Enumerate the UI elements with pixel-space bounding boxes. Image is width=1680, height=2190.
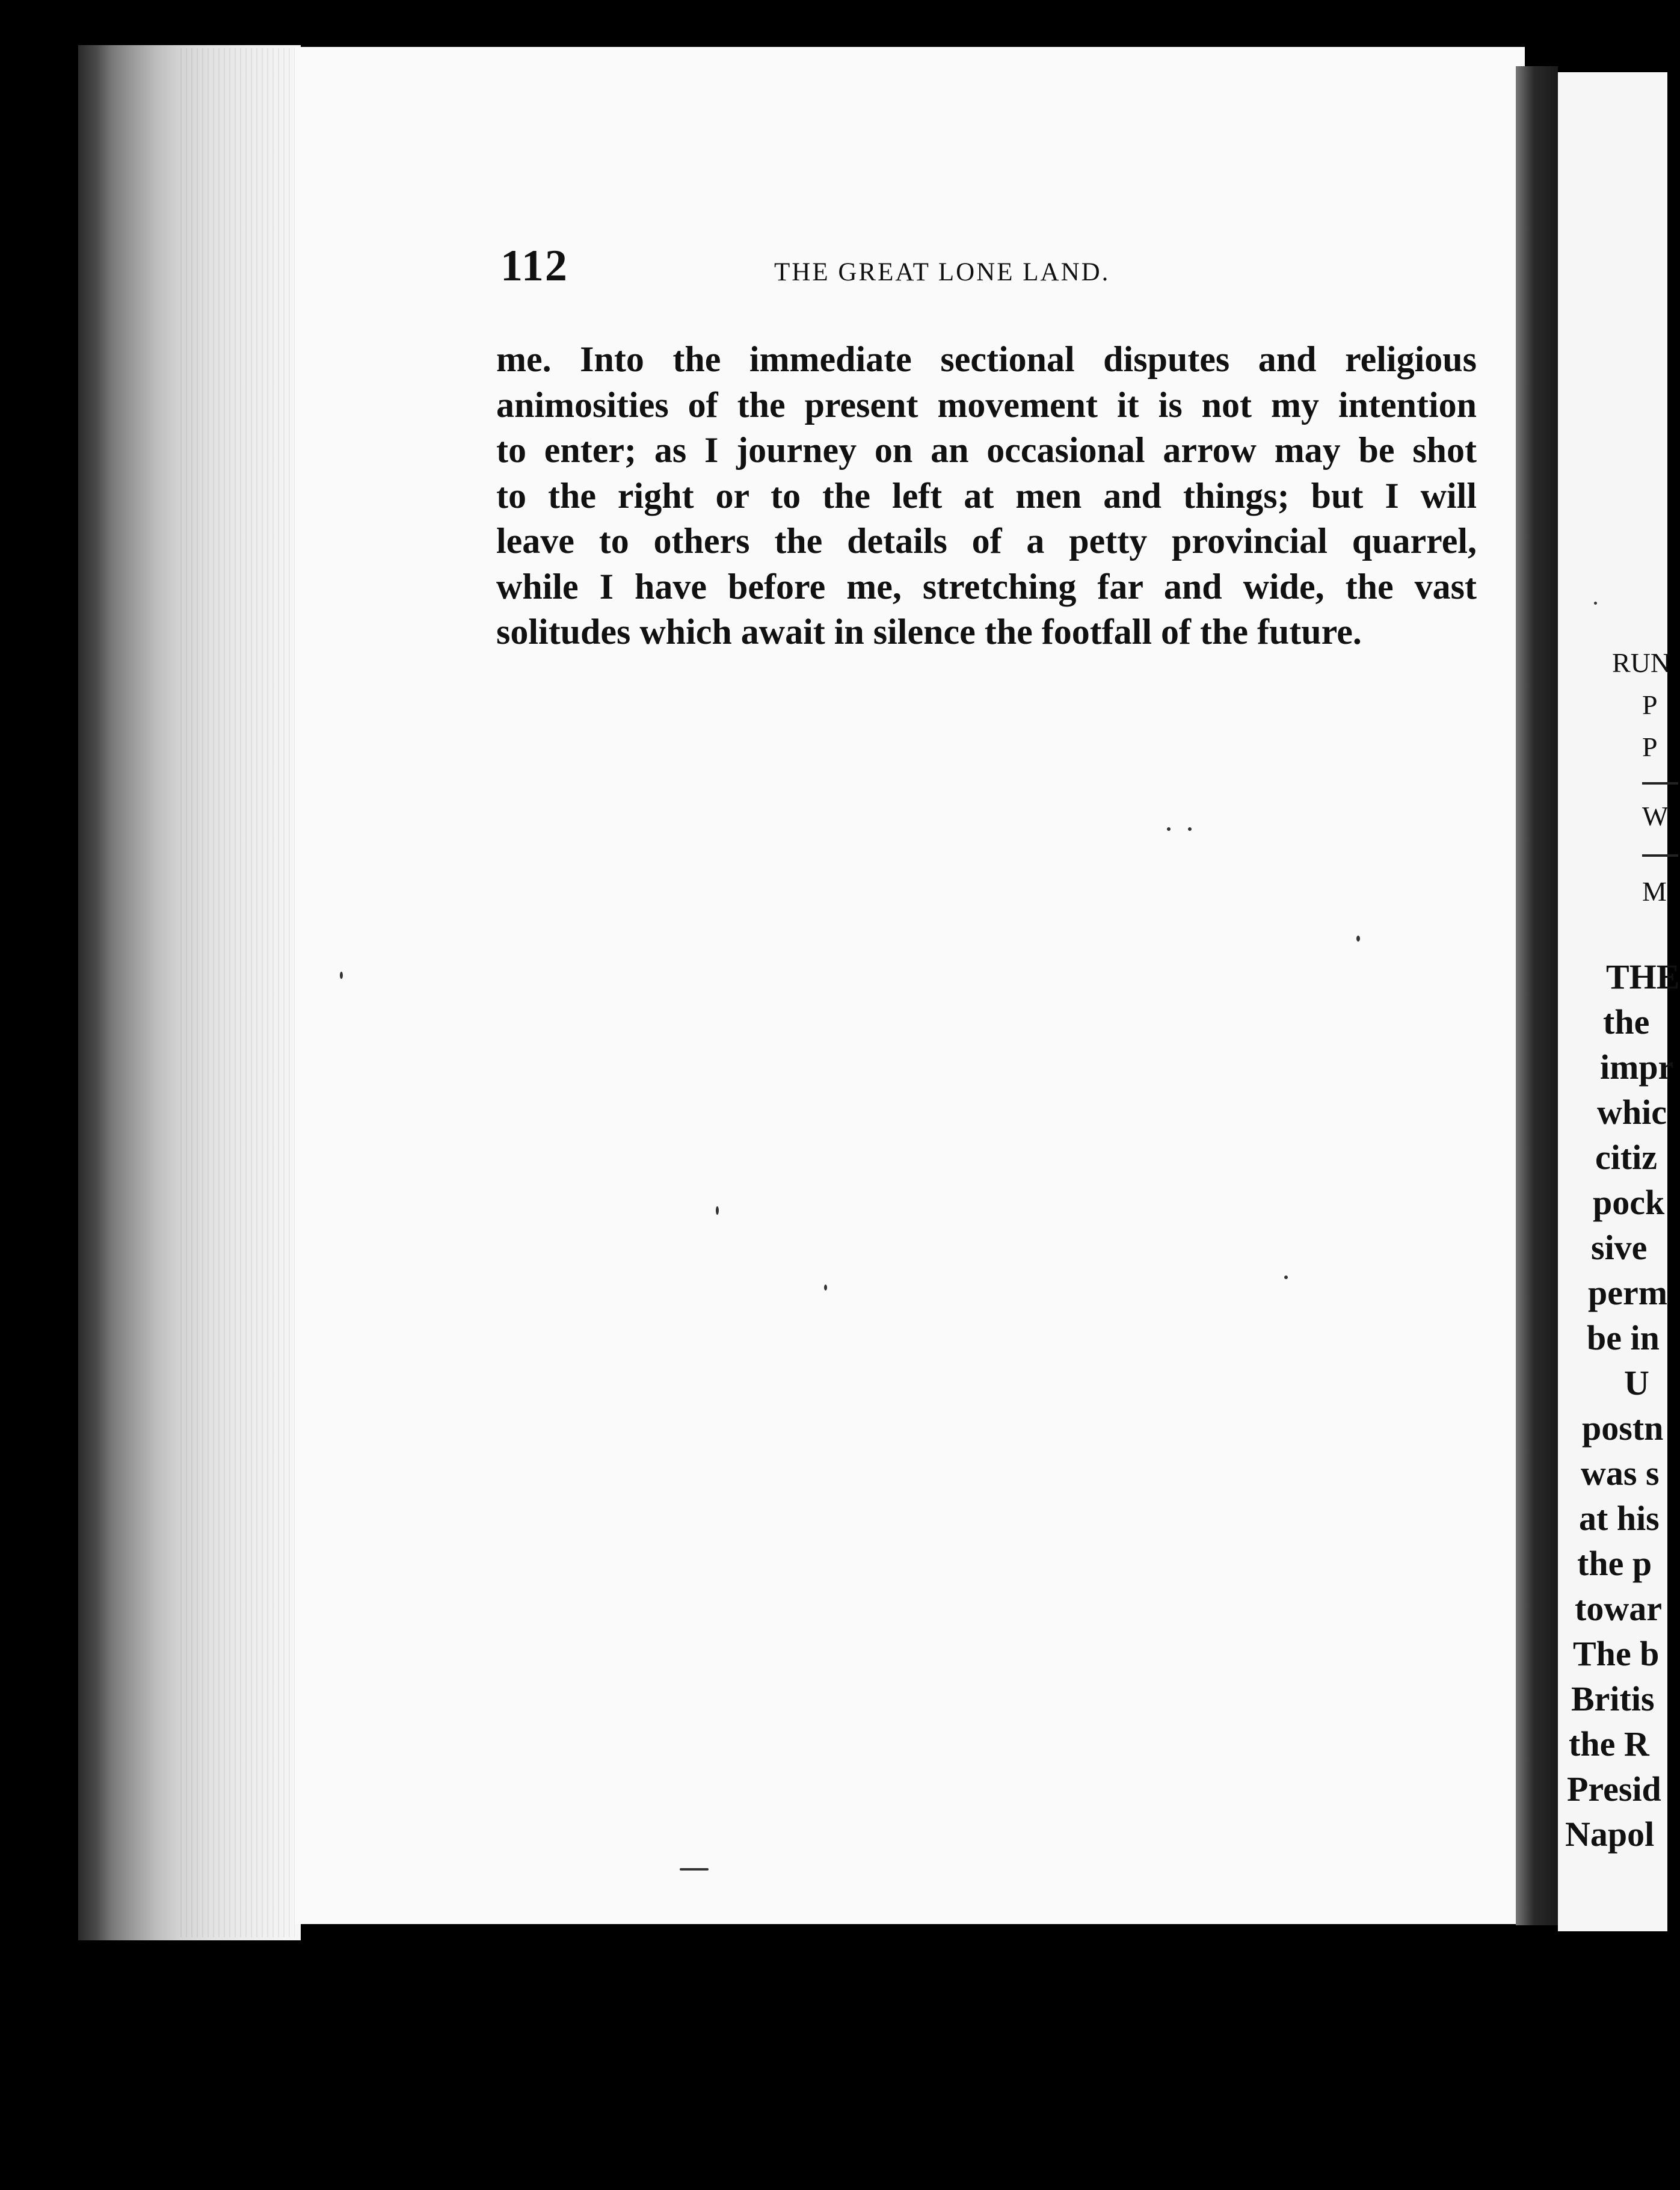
facing-fragment: RUN — [1612, 647, 1671, 678]
text-line: animosities of the present movement it is not my intention — [496, 384, 1477, 425]
left-page — [295, 47, 1525, 1924]
facing-fragment: P — [1642, 689, 1658, 720]
running-head — [500, 241, 1210, 295]
rule-line — [1642, 782, 1678, 785]
facing-fragment: Britis — [1571, 1679, 1655, 1718]
text-line: to the right or to the left at men and things; but I will — [496, 475, 1477, 516]
facing-fragment: P — [1642, 732, 1658, 762]
facing-fragment: was s — [1581, 1454, 1660, 1493]
text-line: while I have before me, stretching far and wide, the vast — [496, 566, 1477, 606]
book-gutter — [1516, 66, 1558, 1925]
page-number: 112 — [500, 241, 568, 291]
rule-line — [1642, 854, 1678, 857]
ink-speck — [824, 1285, 827, 1291]
ink-speck — [716, 1206, 719, 1215]
facing-fragment: pock — [1593, 1183, 1665, 1222]
text-line: leave to others the details of a petty provincial quarrel, — [496, 521, 1477, 561]
body-paragraph — [496, 337, 1477, 655]
facing-fragment: the p — [1577, 1544, 1652, 1583]
ink-speck — [1356, 936, 1360, 942]
facing-page-text — [1558, 72, 1680, 1931]
facing-fragment: Presid — [1567, 1769, 1661, 1809]
facing-fragment: THE — [1606, 957, 1680, 996]
text-line: to enter; as I journey on an occasional arrow may be shot — [496, 430, 1477, 470]
facing-fragment: Napol — [1565, 1815, 1655, 1854]
running-title: THE GREAT LONE LAND. — [774, 258, 1110, 286]
facing-fragment: whic — [1597, 1093, 1667, 1132]
text-line: solitudes which await in silence the footfall of the future. — [496, 612, 1362, 652]
ink-speck — [680, 1868, 709, 1871]
facing-fragment: be in — [1587, 1318, 1660, 1357]
facing-fragment: the — [1603, 1002, 1650, 1041]
facing-fragment: perm — [1588, 1273, 1668, 1312]
facing-fragment: W — [1642, 801, 1669, 831]
ink-speck — [1188, 827, 1192, 831]
ink-speck — [1284, 1275, 1288, 1279]
facing-fragment: citiz — [1595, 1138, 1658, 1177]
facing-fragment: M — [1642, 876, 1667, 907]
ink-speck — [340, 972, 343, 979]
facing-fragment: U — [1624, 1363, 1649, 1402]
facing-fragment: at his — [1579, 1499, 1660, 1538]
ink-speck — [1594, 602, 1597, 605]
facing-fragment: postn — [1582, 1408, 1664, 1448]
facing-fragment: sive — [1591, 1228, 1648, 1267]
facing-fragment: towar — [1575, 1589, 1662, 1628]
page-edge-lines — [180, 48, 295, 1937]
facing-fragment: impr — [1600, 1047, 1674, 1087]
facing-fragment: The b — [1573, 1634, 1660, 1673]
facing-fragment: the R — [1569, 1724, 1649, 1763]
ink-speck — [1167, 827, 1171, 831]
text-line: me. Into the immediate sectional disputes and religious — [496, 339, 1477, 379]
